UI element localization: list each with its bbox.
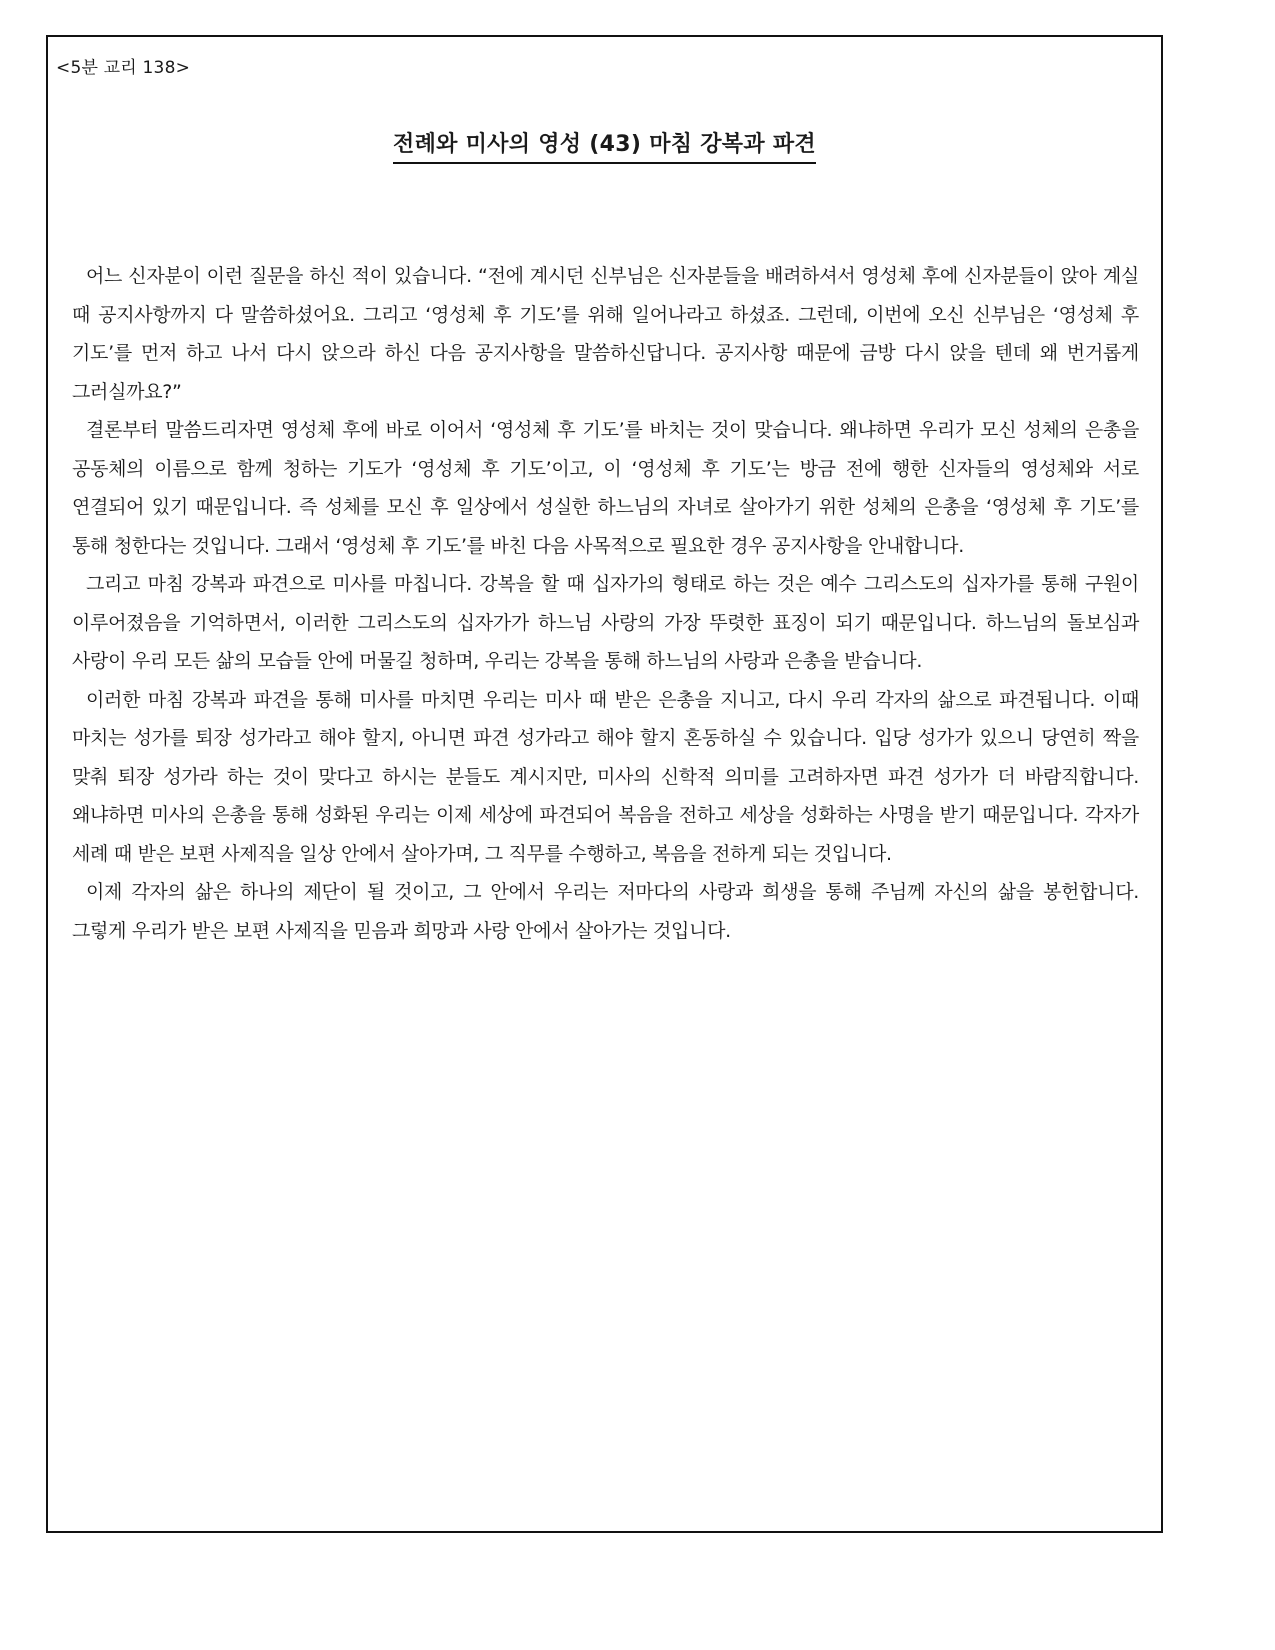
paragraph-dismissal: 이러한 마침 강복과 파견을 통해 미사를 마치면 우리는 미사 때 받은 은총을 지니고, 다시 우리 각자의 삶으로 파견됩니다. 이때 마치는 성가를 퇴장 성가라고 해야 할지, 아니면 파견 성가라고 해야 할지 혼동하실 수 있습니다. 입당 성가가 있으니 당연히 짝을 맞춰 퇴장 성가라 하는 것이 맞다고 하시는 분들도 계시지만, 미사의 신학적 의미를 고려하자면 파견 성가가 더 바람직합니다. 왜냐하면 미사의 은총을 통해 성화된 우리는 이제 세상에 파견되어 복음을 전하고 세상을 성화하는 사명을 받기 때문입니다. 각자가 세례 때 받은 보편 사제직을 일상 안에서 살아가며, 그 직무를 수행하고, 복음을 전하게 되는 것입니다.: [72, 688, 1139, 865]
document-title: 전례와 미사의 영성 (43) 마침 강복과 파견: [393, 127, 816, 164]
document-body: [72, 257, 1139, 950]
paragraph-question: 어느 신자분이 이런 질문을 하신 적이 있습니다. “전에 계시던 신부님은 신자분들을 배려하셔서 영성체 후에 신자분들이 앉아 계실 때 공지사항까지 다 말씀하셨어요. 그리고 ‘영성체 후 기도’를 위해 일어나라고 하셨죠. 그런데, 이번에 오신 신부님은 ‘영성체 후 기도’를 먼저 하고 나서 다시 앉으라 하신 다음 공지사항을 말씀하신답니다. 공지사항 때문에 금방 다시 앉을 텐데 왜 번거롭게 그러실까요?”: [72, 265, 1139, 403]
title-container: [48, 127, 1161, 164]
paragraph-closing: 이제 각자의 삶은 하나의 제단이 될 것이고, 그 안에서 우리는 저마다의 사랑과 희생을 통해 주님께 자신의 삶을 봉헌합니다. 그렇게 우리가 받은 보편 사제직을 믿음과 희망과 사랑 안에서 살아가는 것입니다.: [72, 881, 1139, 942]
paragraph-conclusion: 결론부터 말씀드리자면 영성체 후에 바로 이어서 ‘영성체 후 기도’를 바치는 것이 맞습니다. 왜냐하면 우리가 모신 성체의 은총을 공동체의 이름으로 함께 청하는 기도가 ‘영성체 후 기도’이고, 이 ‘영성체 후 기도’는 방금 전에 행한 신자들의 영성체와 서로 연결되어 있기 때문입니다. 즉 성체를 모신 후 일상에서 성실한 하느님의 자녀로 살아가기 위한 성체의 은총을 ‘영성체 후 기도’를 통해 청한다는 것입니다. 그래서 ‘영성체 후 기도’를 바친 다음 사목적으로 필요한 경우 공지사항을 안내합니다.: [72, 419, 1139, 557]
page-frame: [46, 35, 1163, 1533]
paragraph-blessing: 그리고 마침 강복과 파견으로 미사를 마칩니다. 강복을 할 때 십자가의 형태로 하는 것은 예수 그리스도의 십자가를 통해 구원이 이루어졌음을 기억하면서, 이러한 그리스도의 십자가가 하느님 사랑의 가장 뚜렷한 표징이 되기 때문입니다. 하느님의 돌보심과 사랑이 우리 모든 삶의 모습들 안에 머물길 청하며, 우리는 강복을 통해 하느님의 사랑과 은총을 받습니다.: [72, 573, 1139, 672]
series-label: <5분 교리 138>: [56, 58, 191, 78]
